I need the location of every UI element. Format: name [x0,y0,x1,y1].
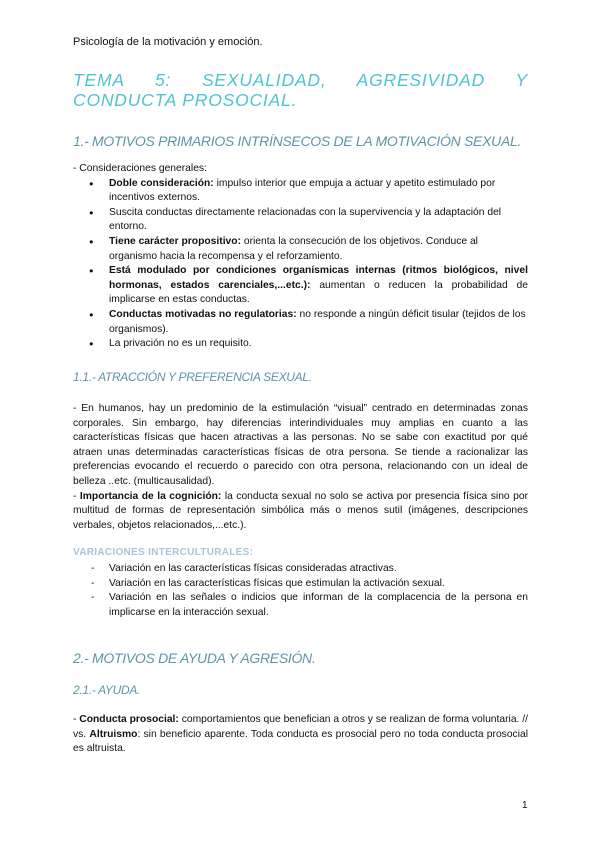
list-item: - Variación en las características físicas consideradas atractivas. [73,562,528,577]
considerations-intro: - Consideraciones generales: [73,163,207,174]
section-1-heading: 1.- MOTIVOS PRIMARIOS INTRÍNSECOS DE LA MOTIVACIÓN SEXUAL. [73,133,522,149]
list-item-text: Suscita conductas directamente relacionadas con la supervivencia y la adaptación del entorno. [109,206,502,233]
list-item-text: impulso interior que empuja a actuar y apetito estimulado por incentivos externos. [109,177,496,204]
list-item-text: La privación no es un requisito. [109,338,252,350]
section-1-1-heading: 1.1.- ATRACCIÓN Y PREFERENCIA SEXUAL. [73,370,312,384]
list-item [73,264,528,308]
attraction-paragraph: - En humanos, hay un predominio de la estimulación “visual” centrado en determinadas zonas corporales. Sin embargo, hay diferencias interindividuales muy amplias en cuanto a las características físicas que hacen atractivas a las personas. No se sabe con exactitud por qué atraen unas determinadas características físicas de otra persona. Se tiende a racionalizar las preferencias evocando el recuerdo o parecido con otra persona, relacionando con un ideal de belleza ..etc. (multicausalidad). [73,403,528,487]
list-item [73,308,528,337]
altruism-text: : sin beneficio aparente. Toda conducta es prosocial pero no toda conducta prosocial es altruista. [73,728,528,755]
list-item-text: aumentan o reducen la probabilidad de implicarse en estas conductas. [109,279,528,306]
intercultural-list [73,562,528,620]
main-title: TEMA 5: SEXUALIDAD, AGRESIVIDAD Y CONDUCTA PROSOCIAL. [73,70,528,110]
prosocial-bold: Conducta prosocial: [79,714,179,725]
list-item [73,235,528,264]
section-2-heading: 2.- MOTIVOS DE AYUDA Y AGRESIÓN. [73,650,316,666]
cognition-text: la conducta sexual no solo se activa por presencia física sino por multitud de formas de representación simbólica más o menos sutil (imágenes, descripciones verbales, objetos relacionados,...etc.). [73,490,528,531]
list-item [73,177,528,206]
prosocial-text: comportamientos que benefician a otros y se realizan de forma voluntaria. // vs. [73,714,528,740]
paragraph-lead: - [73,714,80,725]
considerations-list [73,177,528,352]
list-item: - Variación en las características físicas que estimulan la activación sexual. [73,577,528,592]
section-2-1-body [73,713,528,757]
list-item [73,337,528,352]
cognition-paragraph [73,490,528,534]
section-1-1-body [73,402,528,533]
running-header: Psicología de la motivación y emoción. [73,36,263,48]
list-item-bold: Doble consideración: [109,177,214,189]
intercultural-body [73,562,528,620]
list-item-bold: Está modulado por condiciones organísmicas internas (ritmos biológicos, nivel hormonas, estados carenciales,...etc.): [109,265,528,291]
list-item [73,206,528,235]
page-number: 1 [522,800,528,811]
list-item: - Variación en las señales o indicios que informan de la complacencia de la persona en implicarse en la interacción sexual. [73,591,528,620]
list-item-bold: Tiene carácter propositivo: [109,235,241,247]
altruism-bold: Altruismo [89,728,138,740]
cognition-bold: Importancia de la cognición: [79,490,222,502]
list-item-bold: Conductas motivadas no regulatorias: [109,308,297,320]
prosocial-paragraph [73,713,528,757]
paragraph-lead: - [73,490,80,502]
section-2-1-heading: 2.1.- AYUDA. [73,683,141,697]
list-item-text: no responde a ningún déficit tisular (tejidos de los organismos). [109,308,526,335]
list-item-text: orienta la consecución de los objetivos. Conduce al organismo hacia la recompensa y el reforzamiento. [109,235,478,262]
intercultural-heading: VARIACIONES INTERCULTURALES: [73,547,254,558]
section-1-body [73,162,528,352]
